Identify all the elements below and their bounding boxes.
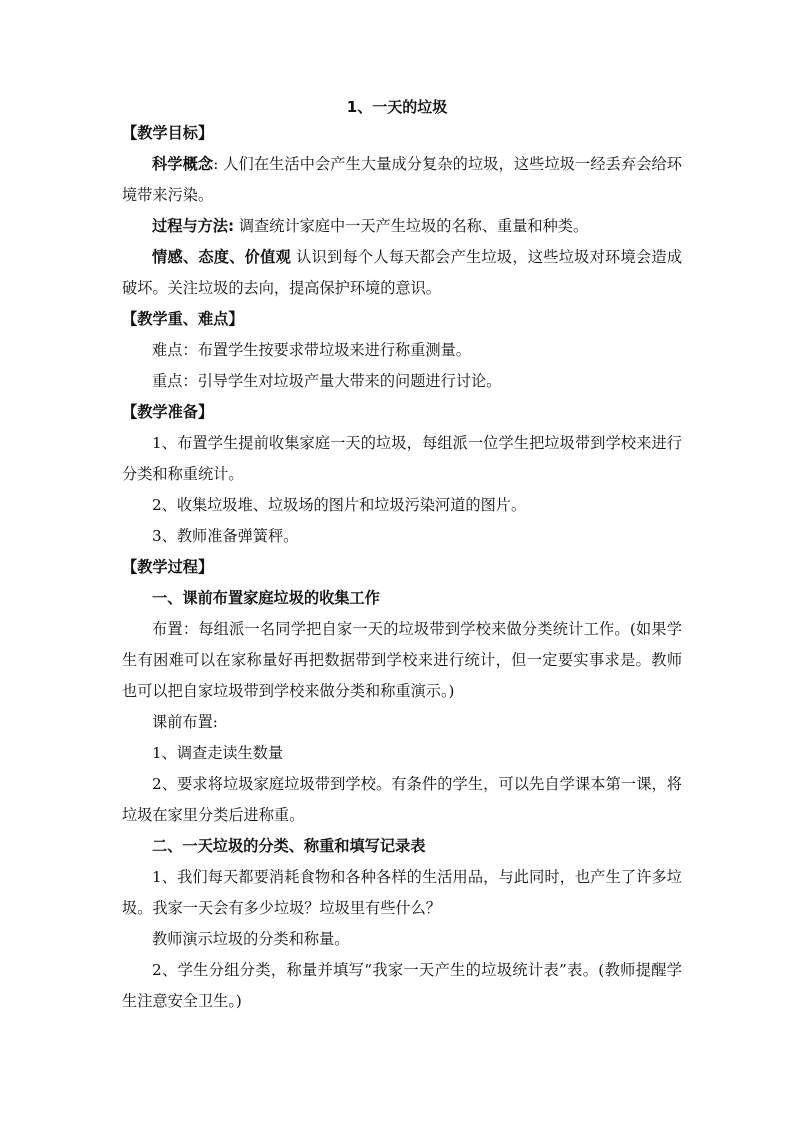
preparation-heading: 【教学准备】 — [122, 403, 214, 421]
emotion-text: 认识到每个人每天都会产生垃圾，这些垃圾对环境会造成破坏。关注垃圾的去向，提高保护环境的意识。 — [122, 248, 683, 297]
part2-demo: 教师演示垃圾的分类和称量。 — [152, 930, 350, 948]
part2-item-1: 1、我们每天都要消耗食物和各种各样的生活用品，与此同时，也产生了许多垃圾。我家一天会有多少垃圾？垃圾里有些什么？ — [122, 868, 682, 917]
process-method-text: 调查统计家庭中一天产生垃圾的名称、重量和种类。 — [234, 217, 589, 235]
pre-arrangement-item-1: 1、调查走读生数量 — [152, 744, 284, 762]
emotion-paragraph — [122, 242, 682, 304]
pre-arrangement-label: 课前布置: — [152, 713, 218, 731]
process-method-paragraph — [122, 211, 682, 242]
pre-arrangement-item-2: 2、要求将垃圾家庭垃圾带到学校。有条件的学生，可以先自学课本第一课，将垃圾在家里分类后进称重。 — [122, 775, 682, 824]
science-concept-text: : 人们在生活中会产生大量成分复杂的垃圾，这些垃圾一经丢弃会给环境带来污染。 — [122, 155, 682, 204]
part1-title: 一、课前布置家庭垃圾的收集工作 — [152, 589, 380, 607]
key-points-heading: 【教学重、难点】 — [122, 310, 244, 328]
part2-item-2: 2、学生分组分类，称量并填写“我家一天产生的垃圾统计表”表。(教师提醒学生注意安全卫生。) — [122, 961, 682, 1010]
difficulty-paragraph: 难点：布置学生按要求带垃圾来进行称重测量。 — [152, 341, 471, 359]
process-method-label: 过程与方法: — [152, 217, 235, 235]
objectives-heading: 【教学目标】 — [122, 124, 214, 142]
page-title: 1、一天的垃圾 — [346, 98, 448, 116]
emotion-label: 情感、态度、价值观 — [152, 248, 292, 266]
document-body — [122, 118, 682, 1017]
science-concept-paragraph — [122, 149, 682, 211]
process-heading: 【教学过程】 — [122, 558, 214, 576]
preparation-item-1: 1、布置学生提前收集家庭一天的垃圾，每组派一位学生把垃圾带到学校来进行分类和称重统计。 — [122, 434, 682, 483]
key-point-paragraph: 重点：引导学生对垃圾产量大带来的问题进行讨论。 — [152, 372, 502, 390]
part2-title: 二、一天垃圾的分类、称重和填写记录表 — [152, 837, 426, 855]
science-concept-label: 科学概念 — [152, 155, 214, 173]
preparation-item-2: 2、收集垃圾堆、垃圾场的图片和垃圾污染河道的图片。 — [152, 496, 527, 514]
preparation-item-3: 3、教师准备弹簧秤。 — [152, 527, 299, 545]
part1-paragraph: 布置：每组派一名同学把自家一天的垃圾带到学校来做分类统计工作。(如果学生有困难可以在家称量好再把数据带到学校来进行统计，但一定要实事求是。教师也可以把自家垃圾带到学校来做分类和称重演示。) — [122, 620, 682, 700]
